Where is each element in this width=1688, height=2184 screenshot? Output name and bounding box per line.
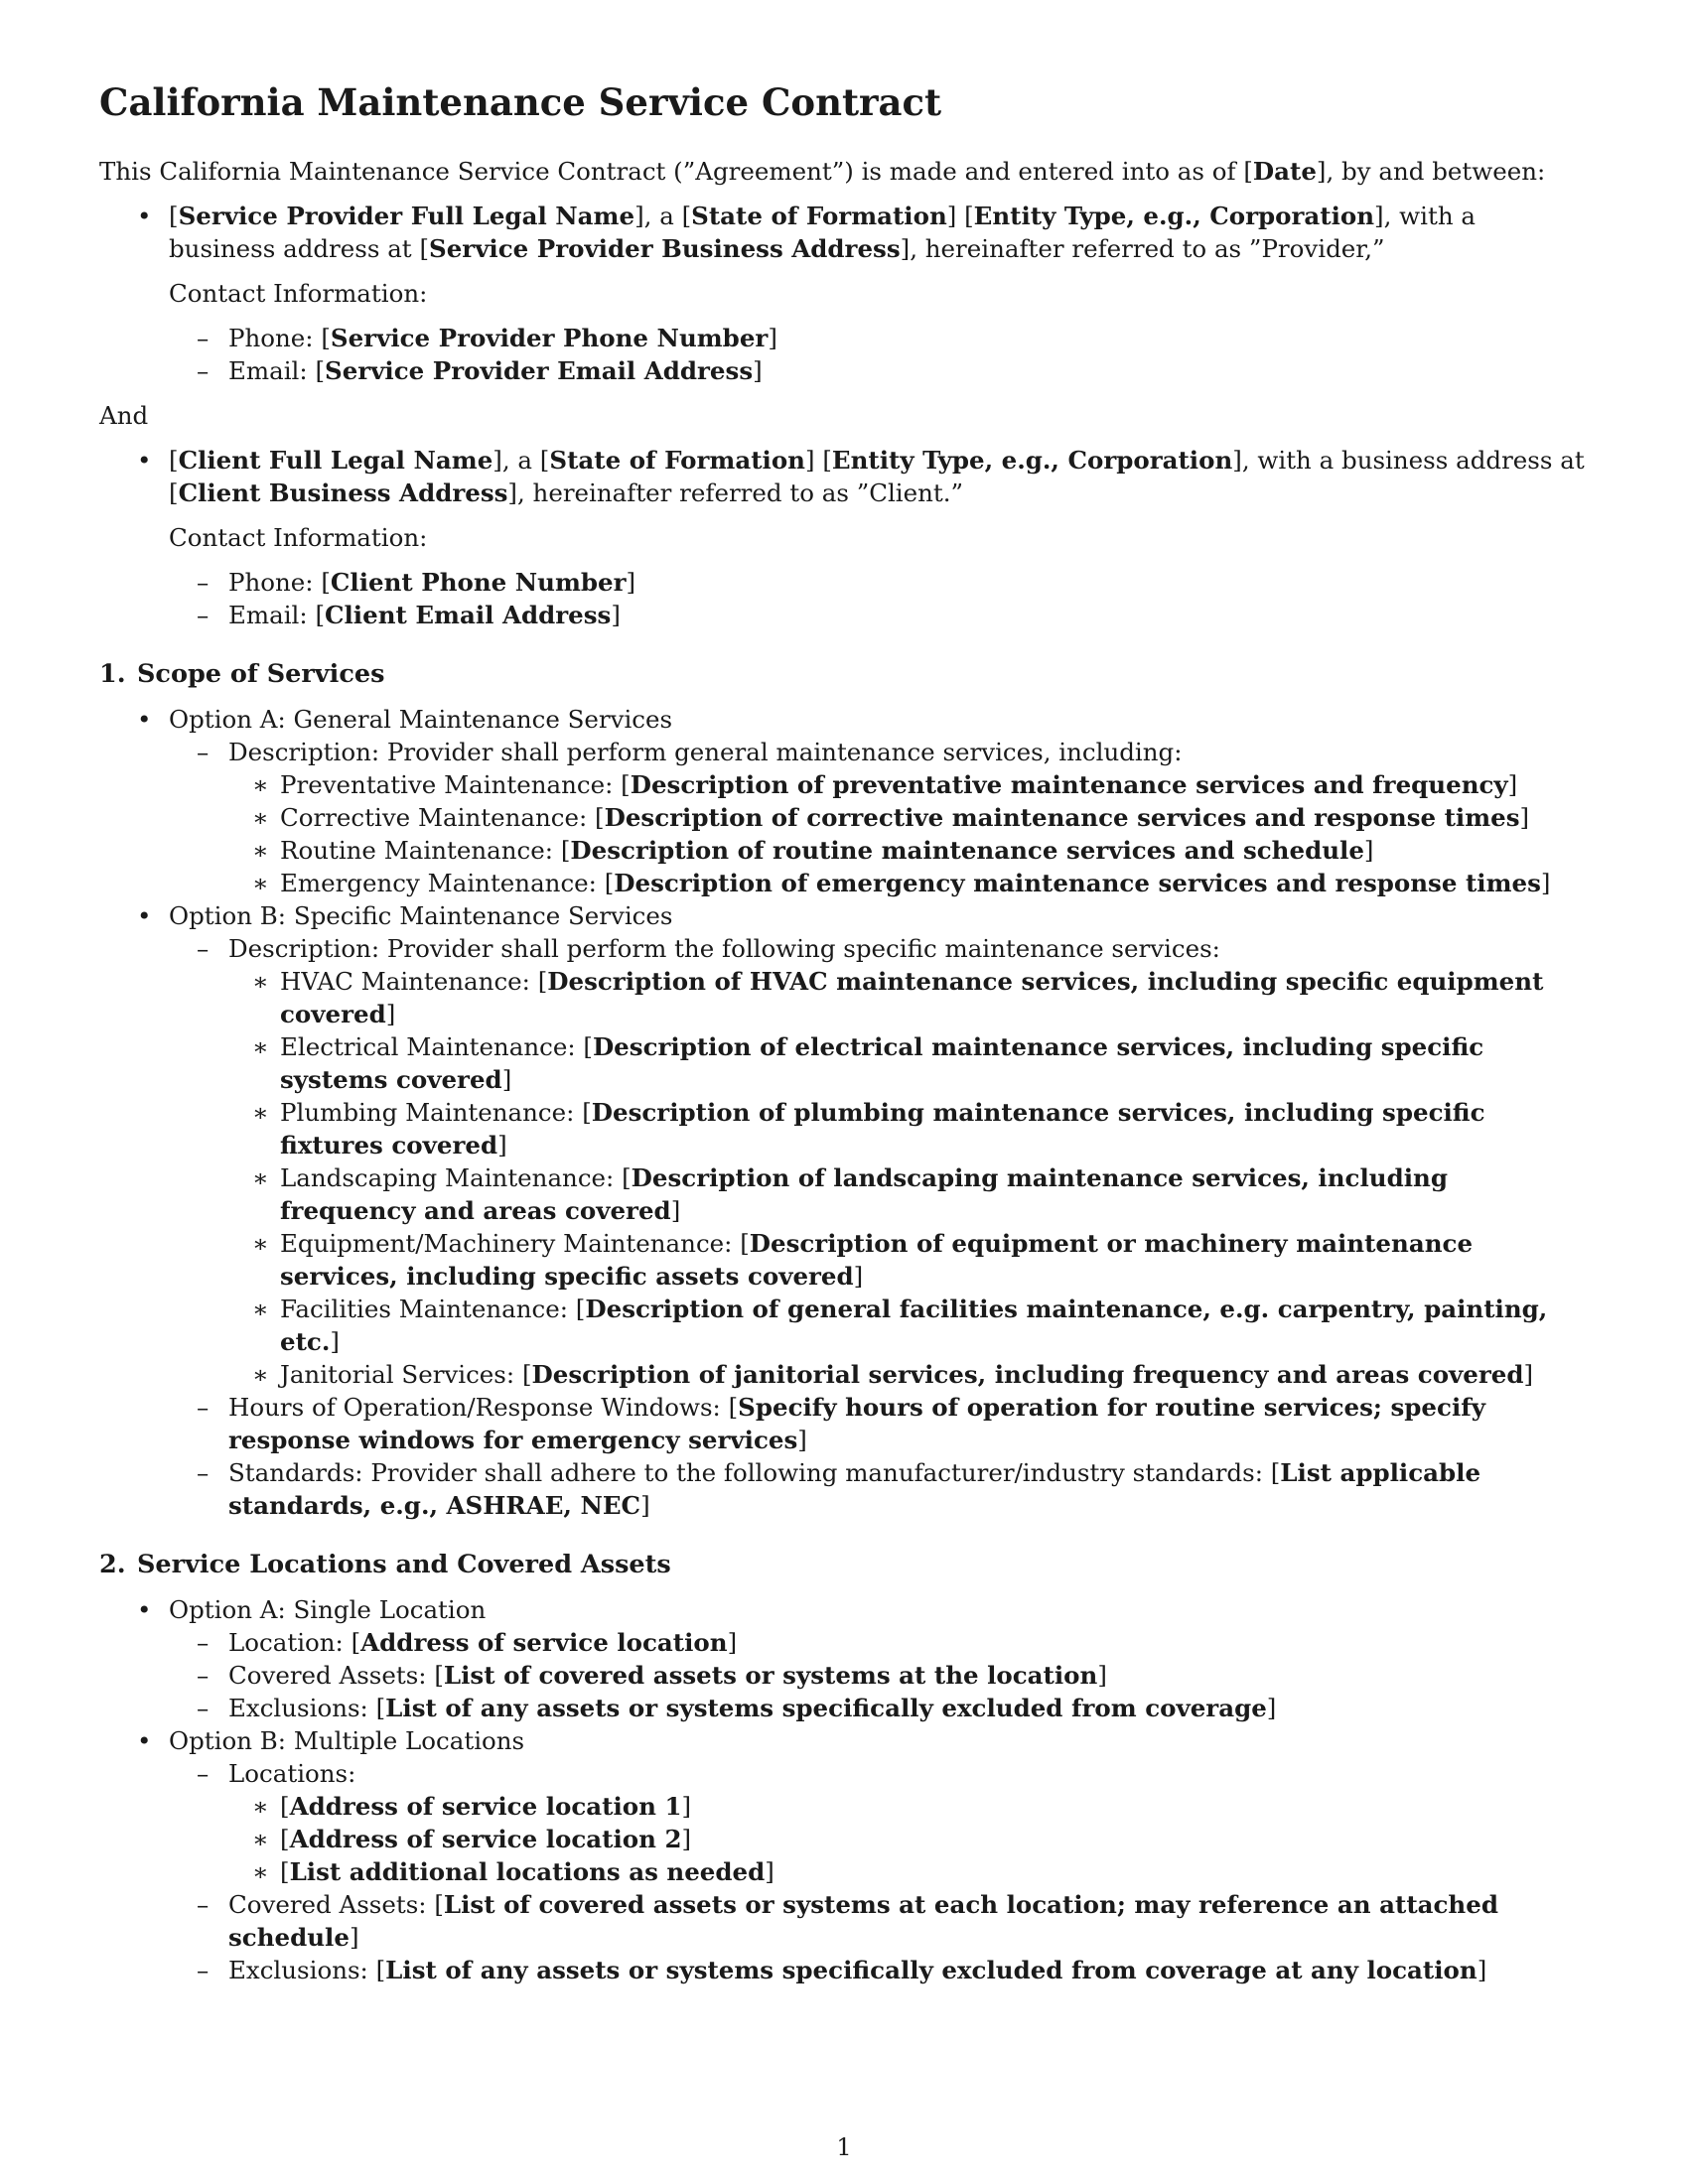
s1a-item: ∗ Preventative Maintenance: [Description of preventative maintenance services and frequency] (228, 768, 1589, 801)
client-entity: Entity Type, e.g., Corporation (831, 446, 1233, 475)
client-list (99, 444, 1589, 631)
s2b-locations: – Locations: ∗ [Address of service location 1] ∗ [Address of service location 2] ∗ [List additional locations as needed] (169, 1757, 1589, 1888)
client-name: Client Full Legal Name (178, 446, 493, 475)
s2a-exclusions: – Exclusions: [List of any assets or systems specifically excluded from coverage] (169, 1692, 1589, 1724)
provider-name: Service Provider Full Legal Name (178, 202, 635, 230)
s1-standards: – Standards: Provider shall adhere to the following manufacturer/industry standards: [List applicable standards, e.g., ASHRAE, NEC] (169, 1456, 1589, 1522)
provider-address: Service Provider Business Address (429, 234, 901, 263)
s2a-location: – Location: [Address of service location] (169, 1626, 1589, 1659)
client-contact-label: Contact Information: (169, 523, 428, 552)
s2b-assets: – Covered Assets: [List of covered assets or systems at each location; may reference an attached schedule] (169, 1888, 1589, 1954)
s2-option-b: • Option B: Multiple Locations – Locations: ∗ [Address of service location 1] ∗ [Address of service location 2] ∗ [List additional locations as needed] – Covered Assets: [List of covered assets or systems at each location; may reference an attached schedule] – Exclusions: [List of any assets or systems specifically excluded from coverage at any location] (99, 1724, 1589, 1986)
provider-list (99, 200, 1589, 387)
s2-option-a: • Option A: Single Location – Location: [Address of service location] – Covered Assets: [List of covered assets or systems at the location] – Exclusions: [List of any assets or systems specifically excluded from coverage] (99, 1593, 1589, 1724)
s2b-location-item: ∗ [Address of service location 2] (228, 1823, 1589, 1855)
section-1-list (99, 703, 1589, 1522)
s2b-location-item: ∗ [List additional locations as needed] (228, 1855, 1589, 1888)
s1a-item: ∗ Emergency Maintenance: [Description of emergency maintenance services and response times] (228, 867, 1589, 899)
s2b-location-item: ∗ [Address of service location 1] (228, 1790, 1589, 1823)
s1b-item: ∗ Janitorial Services: [Description of janitorial services, including frequency and areas covered] (228, 1358, 1589, 1391)
client-party: • [Client Full Legal Name], a [State of Formation] [Entity Type, e.g., Corporation], with a business address at [Client Business Address], hereinafter referred to as ”Client.” Contact Information: – Phone: [Client Phone Number] – Email: [Client Email Address] (99, 444, 1589, 631)
provider-state: State of Formation (691, 202, 947, 230)
s1b-item: ∗ Equipment/Machinery Maintenance: [Description of equipment or machinery maintenance services, including specific assets covered] (228, 1227, 1589, 1293)
s1a-item: ∗ Routine Maintenance: [Description of routine maintenance services and schedule] (228, 834, 1589, 867)
provider-contact-label: Contact Information: (169, 279, 428, 308)
s1b-item: ∗ Electrical Maintenance: [Description of electrical maintenance services, including specific systems covered] (228, 1030, 1589, 1096)
intro-paragraph: This California Maintenance Service Contract (”Agreement”) is made and entered into as of [Date], by and between: (99, 157, 1546, 186)
section-2-list (99, 1593, 1589, 1986)
provider-party: • [Service Provider Full Legal Name], a [State of Formation] [Entity Type, e.g., Corporation], with a business address at [Service Provider Business Address], hereinafter referred to as ”Provider,” Contact Information: – Phone: [Service Provider Phone Number] – Email: [Service Provider Email Address] (99, 200, 1589, 387)
section-2-heading: 2. Service Locations and Covered Assets (99, 1550, 671, 1579)
and-label: And (99, 401, 149, 430)
s1-option-a: • Option A: General Maintenance Services – Description: Provider shall perform general maintenance services, including: ∗ Preventative Maintenance: [Description of preventative maintenance services and frequency] ∗ Corrective Maintenance: [Description of corrective maintenance services and response times] ∗ Routine Maintenance: [Description of routine maintenance services and schedule] ∗ Emergency Maintenance: [Description of emergency maintenance services and response times] (99, 703, 1589, 899)
date-placeholder: Date (1252, 157, 1317, 186)
provider-email: – Email: [Service Provider Email Address] (169, 354, 1589, 387)
s1a-item: ∗ Corrective Maintenance: [Description of corrective maintenance services and response times] (228, 801, 1589, 834)
s2a-assets: – Covered Assets: [List of covered assets or systems at the location] (169, 1659, 1589, 1692)
client-email: – Email: [Client Email Address] (169, 599, 1589, 631)
s1b-item: ∗ Facilities Maintenance: [Description of general facilities maintenance, e.g. carpentry, painting, etc.] (228, 1293, 1589, 1358)
s1b-item: ∗ HVAC Maintenance: [Description of HVAC maintenance services, including specific equipment covered] (228, 965, 1589, 1030)
page-number: 1 (836, 2133, 852, 2161)
s1-option-a-description: – Description: Provider shall perform general maintenance services, including: ∗ Preventative Maintenance: [Description of preventative maintenance services and frequency] ∗ Corrective Maintenance: [Description of corrective maintenance services and response times] ∗ Routine Maintenance: [Description of routine maintenance services and schedule] ∗ Emergency Maintenance: [Description of emergency maintenance services and response times] (169, 736, 1589, 899)
client-phone: – Phone: [Client Phone Number] (169, 566, 1589, 599)
document-title: California Maintenance Service Contract (99, 80, 942, 124)
s1b-item: ∗ Landscaping Maintenance: [Description of landscaping maintenance services, including frequency and areas covered] (228, 1161, 1589, 1227)
s1-hours: – Hours of Operation/Response Windows: [Specify hours of operation for routine services; specify response windows for emergency services] (169, 1391, 1589, 1456)
section-1-heading: 1. Scope of Services (99, 659, 385, 689)
client-address: Client Business Address (178, 478, 508, 507)
s1-option-b-description: – Description: Provider shall perform the following specific maintenance services: ∗ HVAC Maintenance: [Description of HVAC maintenance services, including specific equipment covered] ∗ Electrical Maintenance: [Description of electrical maintenance services, including specific systems covered] ∗ Plumbing Maintenance: [Description of plumbing maintenance services, including specific fixtures covered] ∗ Landscaping Maintenance: [Description of landscaping maintenance services, including frequency and areas covered] ∗ Equipment/Machinery Maintenance: [Description of equipment or machinery maintenance services, including specific assets covered] ∗ Facilities Maintenance: [Description of general facilities maintenance, e.g. carpentry, painting, etc.] ∗ Janitorial Services: [Description of janitorial services, including frequency and areas covered] (169, 932, 1589, 1391)
provider-entity: Entity Type, e.g., Corporation (973, 202, 1375, 230)
document-page (99, 79, 1589, 1986)
s1b-item: ∗ Plumbing Maintenance: [Description of plumbing maintenance services, including specific fixtures covered] (228, 1096, 1589, 1161)
provider-phone: – Phone: [Service Provider Phone Number] (169, 322, 1589, 354)
s1-option-b: • Option B: Specific Maintenance Services – Description: Provider shall perform the following specific maintenance services: ∗ HVAC Maintenance: [Description of HVAC maintenance services, including specific equipment covered] ∗ Electrical Maintenance: [Description of electrical maintenance services, including specific systems covered] ∗ Plumbing Maintenance: [Description of plumbing maintenance services, including specific fixtures covered] ∗ Landscaping Maintenance: [Description of landscaping maintenance services, including frequency and areas covered] ∗ Equipment/Machinery Maintenance: [Description of equipment or machinery maintenance services, including specific assets covered] ∗ Facilities Maintenance: [Description of general facilities maintenance, e.g. carpentry, painting, etc.] ∗ Janitorial Services: [Description of janitorial services, including frequency and areas covered] – Hours of Operation/Response Windows: [Specify hours of operation for routine services; specify response windows for emergency services] – Standards: Provider shall adhere to the following manufacturer/industry standards: [List applicable standards, e.g., ASHRAE, NEC] (99, 899, 1589, 1522)
client-state: State of Formation (549, 446, 805, 475)
s2b-exclusions: – Exclusions: [List of any assets or systems specifically excluded from coverage at any location] (169, 1954, 1589, 1986)
